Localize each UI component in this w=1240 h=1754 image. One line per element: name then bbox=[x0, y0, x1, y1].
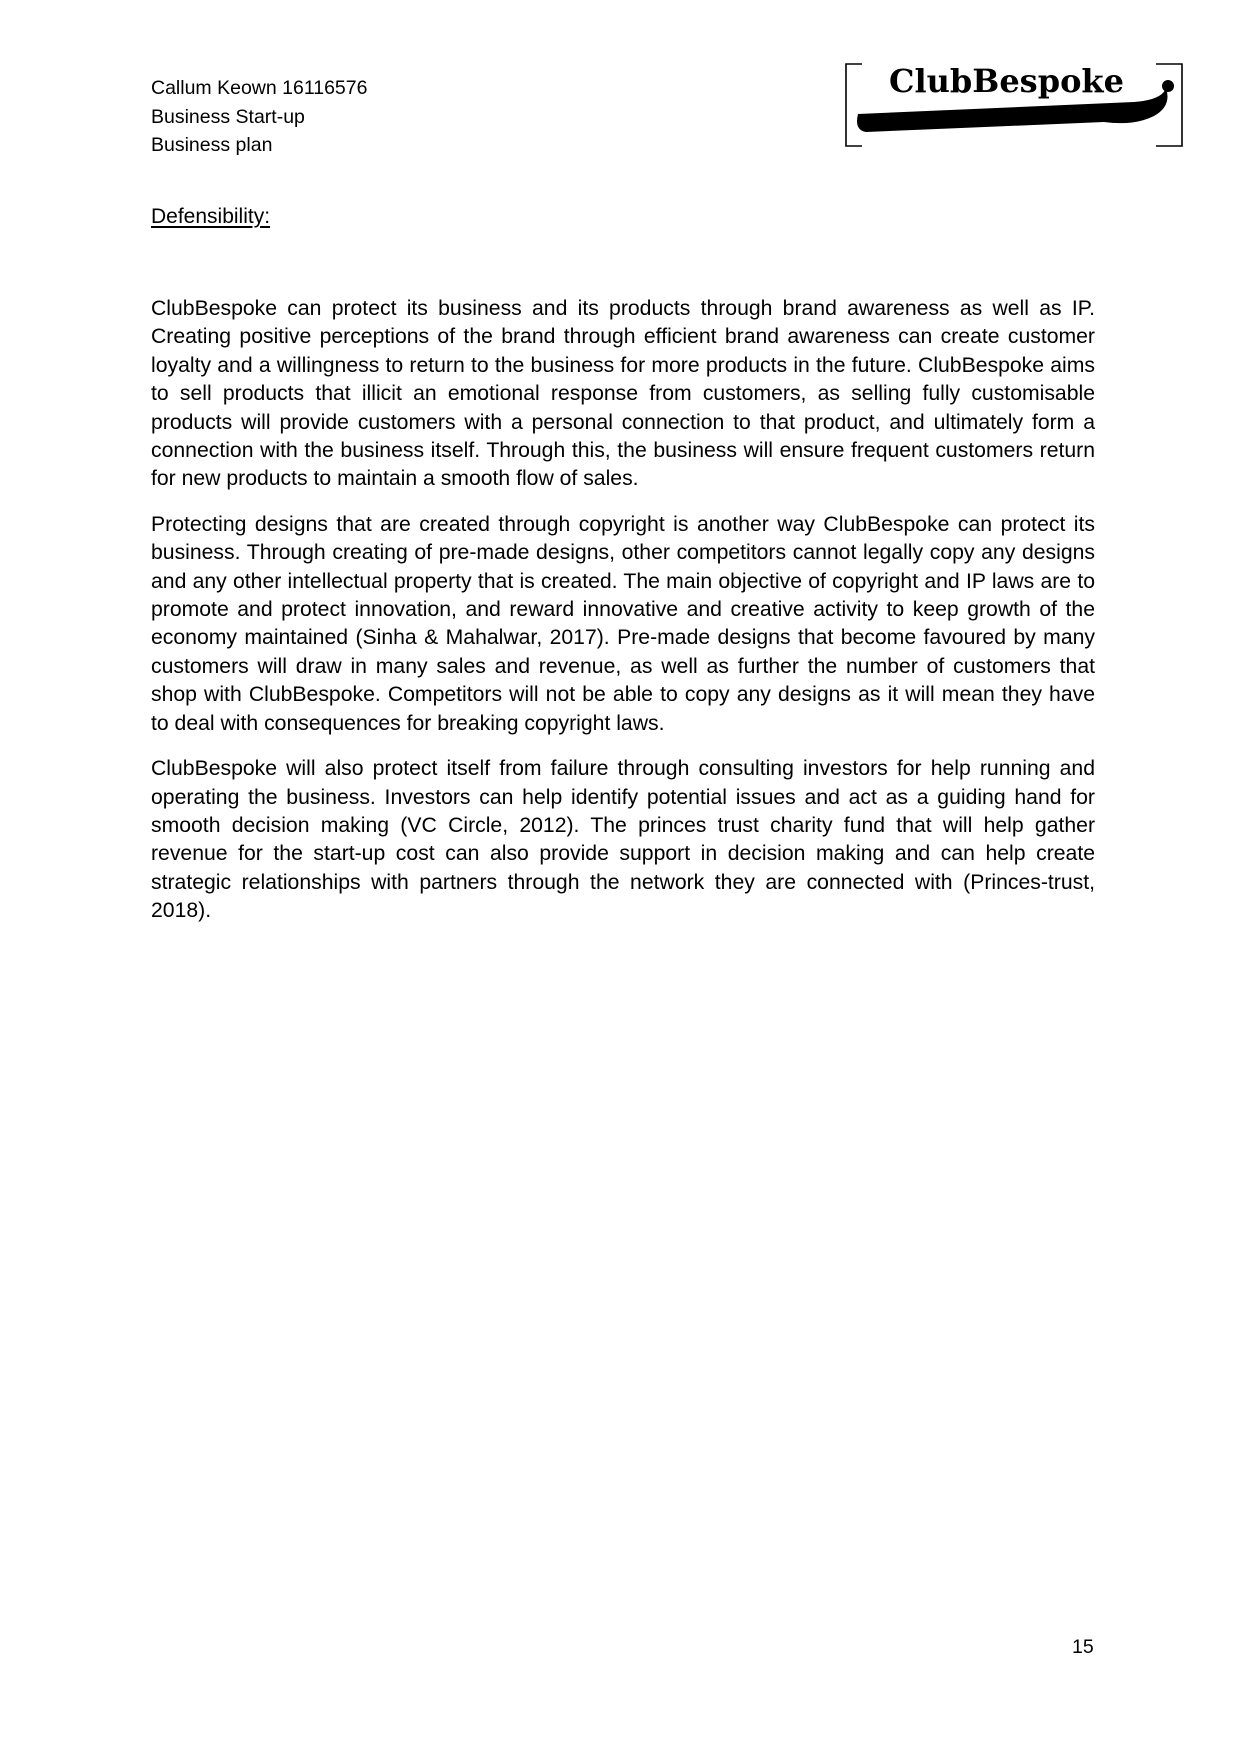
document-header bbox=[151, 74, 367, 160]
author-line: Callum Keown 16116576 bbox=[151, 77, 368, 99]
clubbespoke-logo bbox=[844, 62, 1184, 148]
paragraph-copyright: Protecting designs that are created through copyright is another way ClubBespoke can protect its business. Through creating of pre-made designs, other competitors cannot legally copy any designs and any other intellectual property that is created. The main objective of copyright and IP laws are to promote and protect innovation, and reward innovative and creative activity to keep growth of the economy maintained (Sinha & Mahalwar, 2017). Pre-made designs that become favoured by many customers will draw in many sales and revenue, as well as further the number of customers that shop with ClubBespoke. Competitors will not be able to copy any designs as it will mean they have to deal with consequences for breaking copyright laws. bbox=[151, 512, 1095, 735]
document-title-line: Business plan bbox=[151, 134, 273, 156]
paragraph-investors: ClubBespoke will also protect itself from failure through consulting investors for help running and operating the business. Investors can help identify potential issues and act as a guiding hand for smooth decision making (VC Circle, 2012). The princes trust charity fund that will help gather revenue for the start-up cost can also provide support in decision making and can help create strategic relationships with partners through the network they are connected with (Princes-trust, 2018). bbox=[151, 757, 1095, 923]
paragraph-brand-awareness: ClubBespoke can protect its business and its products through brand awareness as well as IP. Creating positive perceptions of the brand through efficient brand awareness can create customer loyalty and a willingness to return to the business for more products in the future. ClubBespoke aims to sell products that illicit an emotional response from customers, as selling fully customisable products will provide customers with a personal connection to that product, and ultimately form a connection with the business itself. Through this, the business will ensure frequent customers return for new products to maintain a smooth flow of sales. bbox=[151, 297, 1095, 491]
page-number: 15 bbox=[1072, 1636, 1094, 1658]
logo-wordmark: ClubBespoke bbox=[889, 62, 1124, 100]
module-line: Business Start-up bbox=[151, 105, 305, 128]
section-body bbox=[151, 295, 1095, 943]
section-heading: Defensibility: bbox=[151, 205, 271, 228]
